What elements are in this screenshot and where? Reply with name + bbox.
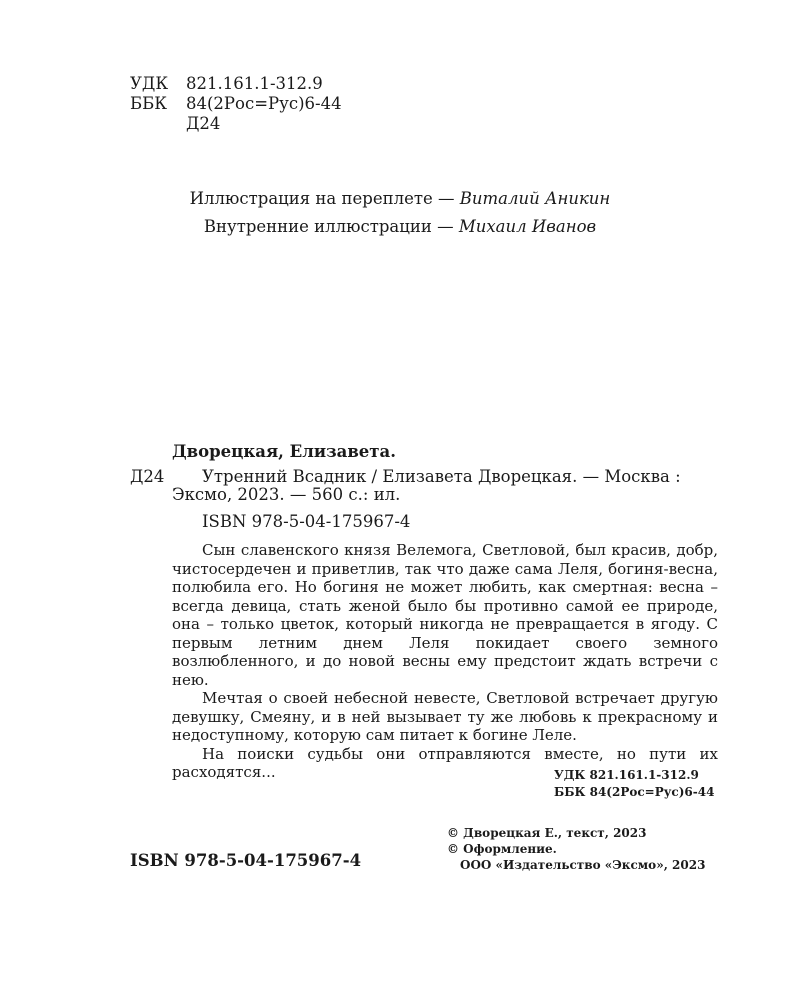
bbk-value: 84(2Рос=Рус)6-44 [186, 94, 342, 113]
annotation [172, 541, 718, 782]
copyright-publisher: ООО «Издательство «Эксмо», 2023 [460, 858, 706, 872]
bbk-row [130, 94, 342, 114]
annotation-paragraph-3: На поиски судьбы они отправляются вместе, но пути их расходятся... [172, 744, 718, 781]
copyright-text: © Дворецкая Е., текст, 2023 [447, 826, 647, 840]
cover-artist: Виталий Аникин [459, 189, 611, 208]
inner-credit-label: Внутренние иллюстрации — [203, 217, 459, 236]
record-mark: Д24 [130, 467, 165, 486]
record-title-line-1: Утренний Всадник / Елизавета Дворецкая. — Москва : [202, 467, 681, 486]
author-mark-row [130, 114, 342, 134]
udk-value: 821.161.1-312.9 [186, 74, 323, 93]
bbk-label: ББК [130, 94, 168, 113]
cover-credit-label: Иллюстрация на переплете — [189, 189, 460, 208]
copyright-design: © Оформление. [447, 842, 557, 856]
author-mark: Д24 [186, 114, 221, 133]
record-isbn: ISBN 978-5-04-175967-4 [202, 512, 411, 531]
record-author: Дворецкая, Елизавета. [172, 442, 396, 461]
annotation-paragraph-2: Мечтая о своей небесной невесте, Светловой встречает другую девушку, Смеяну, и в ней вызывает ту же любовь к прекрасному и недоступному, которую сам питает к богине Леле. [172, 689, 718, 744]
udk-row [130, 74, 342, 94]
inner-illustration-credit [0, 217, 800, 237]
footer-udk: УДК 821.161.1-312.9 [554, 768, 699, 782]
inner-artist: Михаил Иванов [458, 217, 597, 236]
classification-block [130, 74, 342, 134]
annotation-paragraph-1: Сын славенского князя Велемога, Светловой, был красив, добр, чистосердечен и приветлив, так что даже сама Леля, богиня-весна, полюбила его. Но богиня не может любить, как смертная: весна – всегда девица, стать женой было бы противно самой ее природе, она – только цветок, который никогда не превращается в ягоду. С первым летним днем Леля покидает своего земного возлюбленного, и до новой весны ему предстоит ждать встречи с нею. [172, 541, 718, 689]
footer-bbk: ББК 84(2Рос=Рус)6-44 [554, 785, 715, 799]
cover-illustration-credit [0, 189, 800, 209]
record-title-line-2: Эксмо, 2023. — 560 с.: ил. [172, 485, 401, 504]
udk-label: УДК [130, 74, 169, 93]
footer-isbn: ISBN 978-5-04-175967-4 [130, 851, 362, 870]
